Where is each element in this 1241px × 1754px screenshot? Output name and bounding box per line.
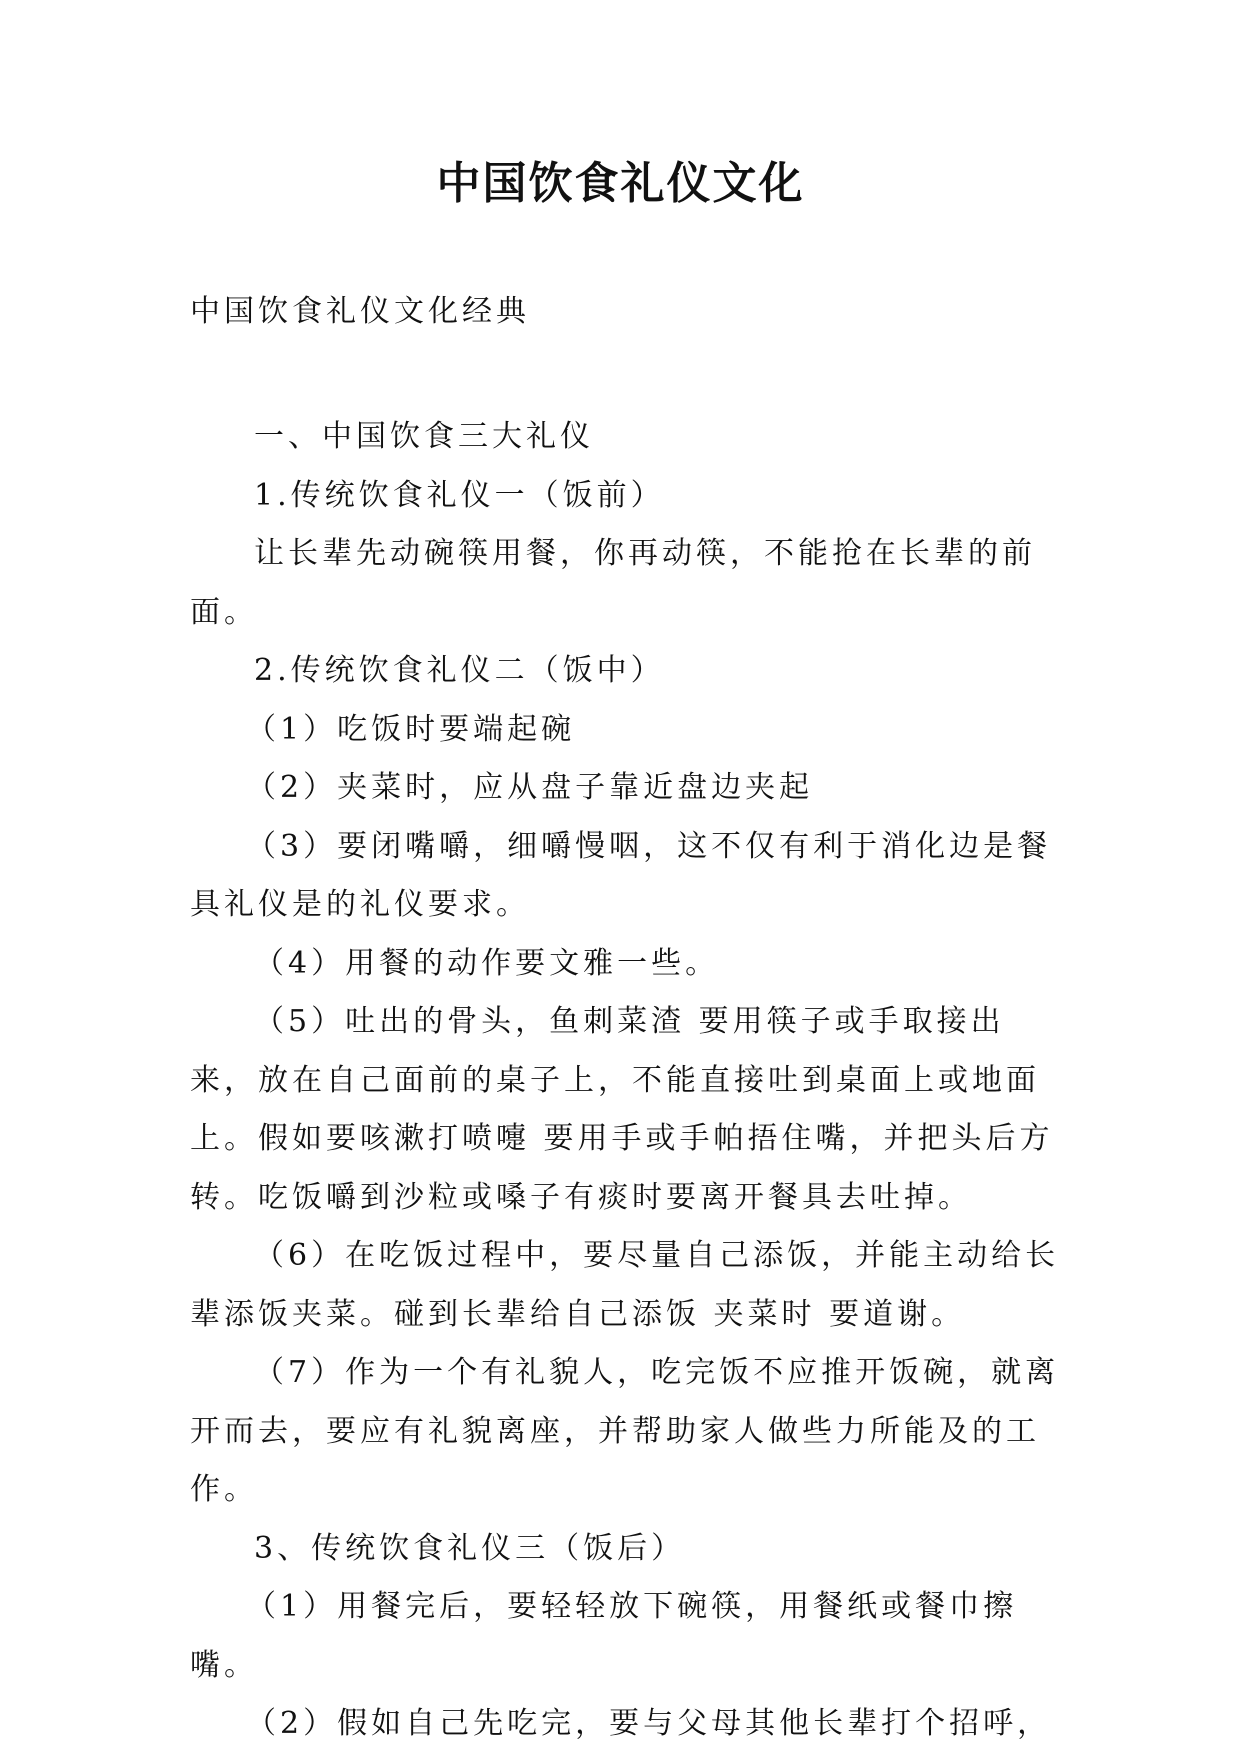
- list-item: （3）要闭嘴嚼，细嚼慢咽，这不仅有利于消化边是餐具礼仪是的礼仪要求。: [190, 828, 1052, 922]
- document-title: 中国饮食礼仪文化: [436, 158, 805, 209]
- subsection-heading: 2.传统饮食礼仪二（饭中）: [254, 653, 665, 688]
- list-item: （4）用餐的动作要文雅一些。: [254, 945, 720, 981]
- list-item: （1）吃饭时要端起碗: [246, 711, 576, 747]
- section-heading: 一、中国饮食三大礼仪: [254, 419, 594, 454]
- document-subtitle: 中国饮食礼仪文化经典: [190, 294, 530, 329]
- paragraph: 让长辈先动碗筷用餐，你再动筷，不能抢在长辈的前面。: [190, 536, 1036, 630]
- list-item: （7）作为一个有礼貌人，吃完饭不应推开饭碗，就离开而去，要应有礼貌离座，并帮助家人做些力所能及的工作。: [190, 1355, 1060, 1507]
- subsection-heading: 3、传统饮食礼仪三（饭后）: [254, 1530, 686, 1566]
- document-body: [190, 408, 1060, 1754]
- list-item: （2）假如自己先吃完，要与父母其他长辈打个招呼，: [246, 1706, 1052, 1741]
- list-item: （2）夹菜时，应从盘子靠近盘边夹起: [246, 770, 814, 805]
- subsection-heading: 1.传统饮食礼仪一（饭前）: [254, 477, 665, 513]
- list-item: （6）在吃饭过程中，要尽量自己添饭，并能主动给长辈添饭夹菜。碰到长辈给自己添饭 夹菜时 要道谢。: [190, 1238, 1060, 1332]
- list-item: （5）吐出的骨头，鱼刺菜渣 要用筷子或手取接出来，放在自己面前的桌子上，不能直接吐到桌面上或地面上。假如要咳漱打喷嚏 要用手或手帕捂住嘴，并把头后方转。吃饭嚼到沙粒或嗓子有痰时要离开餐具去吐掉。: [190, 1004, 1054, 1215]
- list-item: （1）用餐完后，要轻轻放下碗筷，用餐纸或餐巾擦嘴。: [190, 1589, 1018, 1683]
